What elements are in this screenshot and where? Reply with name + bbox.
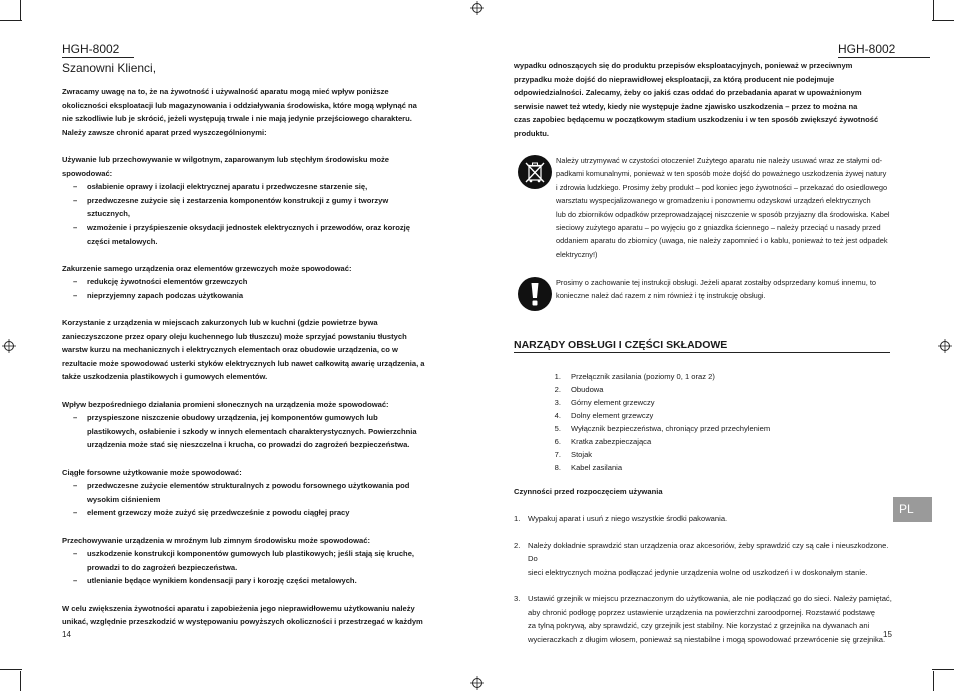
paragraph (62, 602, 440, 629)
part-number: 6. (554, 437, 561, 446)
text-line: wzmożenie i przyśpieszenie oksydacji jednostek elektrycznych i przewodów, oraz korozję (87, 222, 410, 232)
text-line: wycieraczkach z długim włosem, ponieważ są niestabilne i mogą spowodować przewrócenie się grzejnika. (528, 634, 886, 644)
text-line: nieprzyjemny zapach podczas użytkowania (87, 290, 244, 300)
part-item (547, 435, 770, 448)
text-line: warstw kurzu na mechanicznych i elektrycznych elementach oraz obudowie urządzenia, co w (62, 345, 398, 355)
paragraph-gap (62, 139, 440, 153)
text-line: konieczne należ dać razem z nim również i tę instrukcję obsługi. (556, 291, 766, 301)
text-line: plastikowych, osłabienie i szkody w innych elementach charakterystycznych. Powierzchnia (87, 426, 417, 436)
step-text (514, 539, 892, 579)
text-line: sztucznych, (87, 209, 131, 219)
keep-manual-notice (556, 276, 894, 303)
part-label: Dolny element grzewczy (571, 411, 654, 420)
paragraph-gap (62, 384, 440, 398)
crossed-bin-icon (518, 155, 552, 189)
text-line: utlenianie będące wynikiem kondensacji pary i korozję części metalowych. (87, 576, 357, 586)
text-line: Wpływ bezpośredniego działania promieni słonecznych na urządzenia może spowodować: (62, 399, 389, 409)
crop-mark (932, 20, 954, 21)
crop-mark (0, 669, 22, 670)
crop-mark (933, 671, 934, 691)
paragraph-gap (62, 452, 440, 466)
paragraph (62, 534, 440, 548)
paragraph (62, 398, 440, 412)
text-line: okoliczności eksploatacji lub magazynowania i oddziaływania środowiska, które mogą wpłynąć na (62, 100, 417, 110)
text-line: redukcję żywotności elementów grzewczych (87, 277, 248, 287)
text-line: sieci elektrycznych można podłączać jedynie urządzenia wolne od uszkodzeń i w doskonałym stanie. (528, 567, 868, 577)
text-line: element grzewczy może zużyć się przedwcześnie z powodu ciągłej pracy (87, 508, 350, 518)
part-item (547, 422, 770, 435)
crop-mark (0, 20, 22, 21)
text-line: części metalowych. (87, 236, 158, 246)
recycle-notice (556, 154, 894, 261)
text-line: i zdrowia ludzkiego. Prosimy żeby produkt – pod koniec jego żywotności – przekazać do osiedlowego (556, 182, 888, 192)
text-line: odpowiedzialności. Zalecamy, żeby co jakiś czas oddać do przebadania aparat w upoważnionym (514, 88, 862, 98)
text-line: rezultacie może spowodować usterki styków elektrycznych lub nawet całkowitą awarię urządzenia, a (62, 358, 425, 368)
step-item (514, 592, 892, 646)
text-line: urządzenia może stać się nieszczelna i krucha, co prowadzi do zagrożeń bezpieczeństwa. (87, 440, 410, 450)
text-line: także uszkodzenia plastikowych i gumowych elementów. (62, 372, 268, 382)
paragraph-gap (62, 303, 440, 317)
part-label: Kabel zasilania (571, 463, 623, 472)
crop-mark (933, 0, 934, 20)
page-number-left: 14 (62, 630, 71, 639)
dash-bullet: – (73, 290, 78, 300)
paragraph-gap (62, 520, 440, 534)
step-text (514, 592, 892, 646)
text-line: Ustawić grzejnik w miejscu przeznaczonym do użytkowania, ale nie podłączać go do sieci. Należy pamiętać, (528, 594, 892, 604)
paragraph (62, 262, 440, 276)
part-number: 5. (554, 424, 561, 433)
part-item (547, 461, 770, 474)
part-label: Przełącznik zasilania (poziomy 0, 1 oraz 2) (571, 372, 715, 381)
part-item (547, 370, 770, 383)
text-line: nie szkodliwie lub je skrócić, jeżeli występują trwale i nie mają jedynie przejściowego charakteru. (62, 114, 412, 124)
text-line: przedwczesne zużycie elementów strukturalnych z powodu forsownego użytkowania pod (87, 481, 410, 491)
text-line: aby chronić podłogę poprzez ustawienie urządzenia na powierzchni zaroodpornej. Rozstawić podstawę (528, 607, 875, 617)
text-line: wypadku odnoszących się do produktu przepisów eksploatacyjnych, ponieważ w przeciwnym (514, 61, 853, 70)
text-line: serwisie nawet też wtedy, kiedy nie występuje żadne zjawisko uszkodzenia – przez to można na (514, 101, 858, 111)
registration-mark-icon (938, 339, 952, 353)
paragraph-gap (62, 248, 440, 262)
text-line: przedwczesne zużycie się i zestarzenia komponentów konstrukcji z gumy i tworzyw (87, 195, 389, 205)
text-line: lub do zbiorników odpadków przeprowadzającej niszczenie w sposób przyjazny dla środowiska. Kabel (556, 209, 890, 219)
list-item (62, 289, 440, 303)
part-label: Wyłącznik bezpieczeństwa, chroniący przed przechyleniem (571, 424, 771, 433)
dash-bullet: – (73, 549, 78, 559)
exclamation-icon (518, 277, 552, 311)
crop-mark (20, 671, 21, 691)
text-line: uszkodzenie konstrukcji komponentów gumowych lub plastikowych; jeśli stają się kruche, (87, 549, 415, 559)
text-line: Używanie lub przechowywanie w wilgotnym, zaparowanym lub stęchłym środowisku może (62, 154, 390, 164)
paragraph (62, 466, 440, 480)
text-line: Korzystanie z urządzenia w miejscach zakurzonych lub w kuchni (gdzie powietrze bywa (62, 318, 378, 328)
steps-list (514, 512, 892, 659)
part-item (547, 448, 770, 461)
part-number: 1. (554, 372, 561, 381)
greeting: Szanowni Klienci, (62, 61, 157, 75)
text-line: Przechowywanie urządzenia w mroźnym lub zimnym środowisku może spowodować: (62, 535, 371, 545)
step-item (514, 512, 892, 525)
text-line: Zwracamy uwagę na to, że na żywotność i używalność aparatu mogą mieć wpływ poniższe (62, 87, 389, 96)
paragraph-gap (62, 588, 440, 602)
text-line: Należy dokładnie sprawdzić stan urządzenia oraz akcesoriów, żeby sprawdzić czy są całe i nieuszkodzone. Do (528, 540, 889, 564)
continuation-text (514, 59, 892, 141)
section-title: NARZĄDY OBSŁUGI I CZĘŚCI SKŁADOWE (514, 339, 890, 353)
dash-bullet: – (73, 413, 78, 423)
text-line: czas zapobiec będącemu w początkowym stadium uszkodzeniu i w ten sposób zwiększyć żywotność (514, 115, 879, 125)
text-line: Należy utrzymywać w czystości otoczenie! Zużytego aparatu nie należy usuwać wraz ze stałymi od- (556, 156, 883, 165)
text-line: Ciągłe forsowne użytkowanie może spowodować: (62, 467, 242, 477)
list-item (62, 221, 440, 248)
list-item (62, 275, 440, 289)
registration-mark-icon (2, 339, 16, 353)
dash-bullet: – (73, 508, 78, 518)
list-item (62, 194, 440, 221)
text-line: Wypakuj aparat i usuń z niego wszystkie środki pakowania. (528, 514, 728, 523)
text-line: prowadzi to do zagrożeń bezpieczeństwa. (87, 562, 238, 572)
part-label: Obudowa (571, 385, 604, 394)
crop-mark (932, 669, 954, 670)
list-item (62, 479, 440, 506)
text-line: Zakurzenie samego urządzenia oraz elementów grzewczych może spowodować: (62, 263, 352, 273)
text-line: elektryczny!) (556, 249, 598, 259)
text-line: unikać, względnie przeszkodzić w występowaniu powyższych okoliczności i przestrzegać w każdym (62, 617, 423, 627)
text-line: produktu. (514, 128, 550, 138)
text-line: przyspieszone niszczenie obudowy urządzenia, jej komponentów gumowych lub (87, 413, 378, 423)
list-item (62, 180, 440, 194)
part-item (547, 409, 770, 422)
paragraph (62, 316, 440, 384)
part-label: Stojak (571, 450, 593, 459)
page-number-right: 15 (883, 630, 892, 639)
text-line: za tylną pokrywą, aby sprawdzić, czy grzejnik jest stabilny. Nie korzystać z grzejnika na dywanach ani (528, 621, 870, 631)
registration-mark-icon (470, 676, 484, 690)
part-number: 8. (554, 463, 561, 472)
step-text (514, 512, 892, 525)
dash-bullet: – (73, 182, 78, 192)
model-label-left: HGH-8002 (62, 42, 134, 58)
part-label: Kratka zabezpieczająca (571, 437, 652, 446)
text-line: wysokim ciśnieniem (87, 494, 161, 504)
text-line: oddaniem aparatu do zbiornicy (uwaga, nie należy zapomnieć i o kablu, ponieważ to też jest odpadek (556, 236, 888, 246)
text-line: przypadku może dojść do nieprawidłowej eksploatacji, za którą producent nie podejmuje (514, 74, 835, 84)
step-number: 3. (514, 594, 521, 604)
parts-list (547, 370, 770, 474)
list-item (62, 506, 440, 520)
text-line: spowodować: (62, 168, 113, 178)
list-item (62, 411, 440, 452)
dash-bullet: – (73, 195, 78, 205)
step-item (514, 539, 892, 579)
paragraph (62, 153, 440, 180)
text-line: Prosimy o zachowanie tej instrukcji obsługi. Jeżeli aparat zostałby odsprzedany komuś innemu, to (556, 278, 877, 287)
text-line: zanieczyszczone przez opary oleju kuchennego lub tłuszczu) może sprzyjać powstaniu tłustych (62, 331, 407, 341)
paragraph (62, 85, 440, 139)
crop-mark (20, 0, 21, 20)
text-line: warsztatu wyspecjalizowanego w gromadzeniu i ponownemu odzyskowi urządzeń elektrycznych (556, 196, 871, 206)
language-tab[interactable]: PL (893, 497, 932, 522)
part-number: 3. (554, 398, 561, 407)
part-number: 4. (554, 411, 561, 420)
part-label: Górny element grzewczy (571, 398, 655, 407)
dash-bullet: – (73, 277, 78, 287)
part-item (547, 396, 770, 409)
step-number: 1. (514, 514, 521, 523)
text-line: sieciowy zużytego aparatu – po wyjęciu go z gniazdka ściennego – należy przeciąć u nasady przed (556, 223, 881, 233)
part-item (547, 383, 770, 396)
list-item (62, 574, 440, 588)
before-use-title: Czynności przed rozpoczęciem używania (514, 487, 663, 496)
dash-bullet: – (73, 576, 78, 586)
text-line: padkami komunalnymi, ponieważ w ten sposób może dojść do poważnego uszkodzenia żywej natury (556, 169, 887, 179)
part-number: 2. (554, 385, 561, 394)
list-item (62, 547, 440, 574)
text-line: osłabienie oprawy i izolacji elektrycznej aparatu i przedwczesne starzenie się, (87, 182, 368, 192)
dash-bullet: – (73, 481, 78, 491)
text-line: W celu zwiększenia żywotności aparatu i zapobieżenia jego nieprawidłowemu użytkowaniu należy (62, 603, 415, 613)
text-line: Należy zawsze chronić aparat przed wyszczególnionymi: (62, 127, 267, 137)
step-number: 2. (514, 540, 521, 550)
registration-mark-icon (470, 1, 484, 15)
dash-bullet: – (73, 222, 78, 232)
left-body-text (62, 85, 440, 629)
model-label-right: HGH-8002 (838, 42, 930, 58)
part-number: 7. (554, 450, 561, 459)
